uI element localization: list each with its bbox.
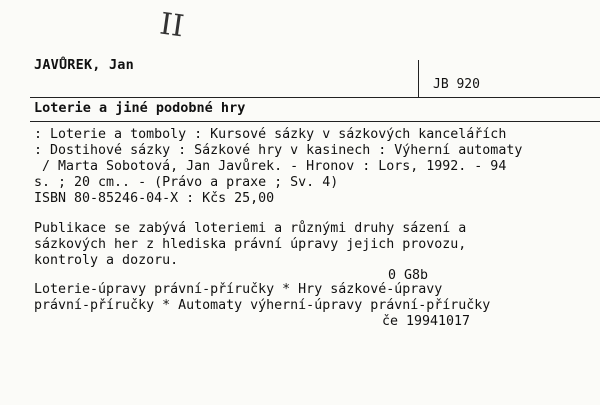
- subject-line: Loterie-úpravy právní-příručky * Hry sázkové-úpravy: [34, 282, 443, 297]
- classification-code: 0 G8b: [388, 268, 429, 283]
- shelf-signature: JB 920: [433, 77, 480, 92]
- description-line: ISBN 80-85246-04-X : Kčs 25,00: [34, 191, 275, 206]
- description-line: : Loterie a tomboly : Kursové sázky v sázkových kancelářích: [34, 127, 507, 142]
- subject-line: právní-příručky * Automaty výherní-úpravy právní-příručky: [34, 298, 491, 313]
- description-line: : Dostihové sázky : Sázkové hry v kasinech : Výherní automaty: [34, 143, 523, 158]
- roman-numeral-mark: II: [157, 6, 187, 45]
- horizontal-divider-top: [30, 97, 600, 98]
- description-line: s. ; 20 cm.. - (Právo a praxe ; Sv. 4): [34, 175, 339, 190]
- abstract-line: Publikace se zabývá loteriemi a různými druhy sázení a: [34, 221, 467, 236]
- abstract-line: sázkových her z hlediska právní úpravy jejich provozu,: [34, 237, 467, 252]
- author-heading: JAVŮREK, Jan: [34, 57, 134, 73]
- abstract-line: kontroly a dozoru.: [34, 253, 179, 268]
- vertical-divider: [418, 60, 419, 98]
- description-line: / Marta Sobotová, Jan Javůrek. - Hronov : Lors, 1992. - 94: [34, 159, 507, 174]
- horizontal-divider-bottom: [30, 121, 600, 122]
- book-title: Loterie a jiné podobné hry: [34, 100, 246, 116]
- record-number: če 19941017: [382, 314, 471, 329]
